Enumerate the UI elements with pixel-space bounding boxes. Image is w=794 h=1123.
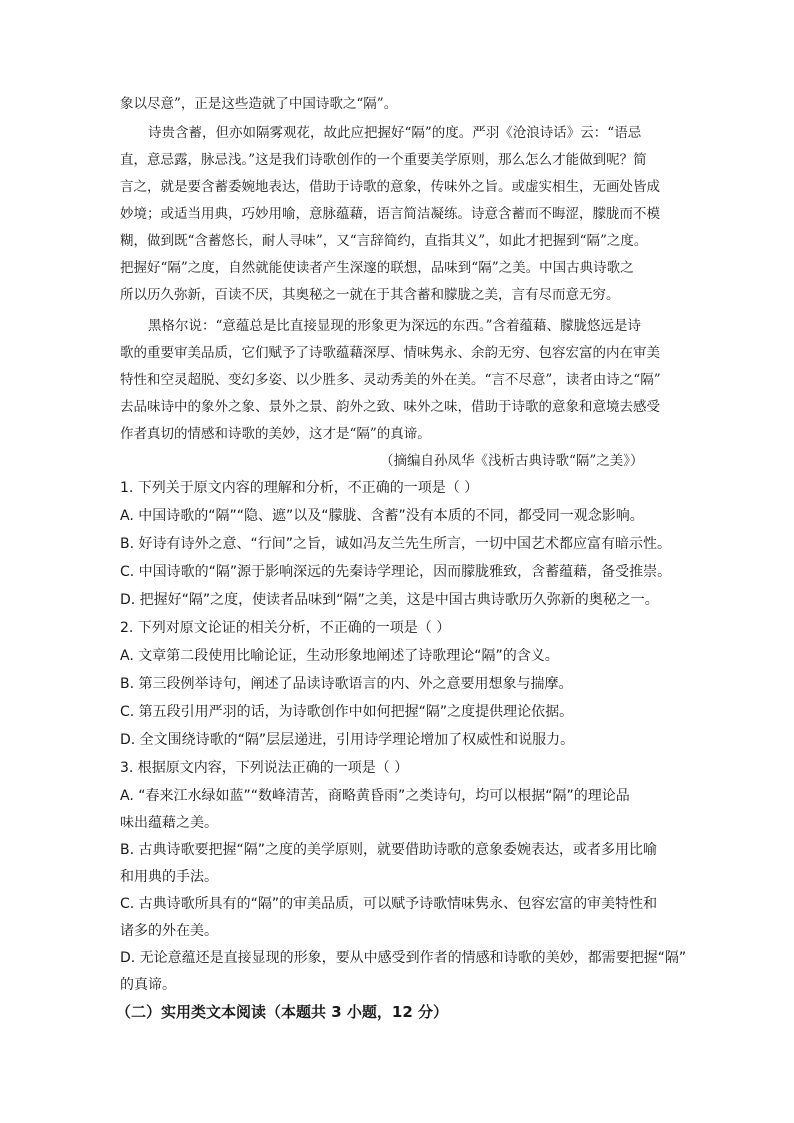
option-d: D. 全文围绕诗歌的“隔”层层递进，引用诗学理论增加了权威性和说服力。: [120, 732, 575, 748]
option-a: A. “春来江水绿如蓝”“数峰清苦，商略黄昏雨”之类诗句，均可以根据“隔”的理论品: [120, 788, 630, 804]
passage-line: 糊，做到既“含蓄悠长，耐人寻味”，又“言辞简约，直指其义”，如此才把握到“隔”之度。: [120, 233, 648, 249]
passage-line: 言之，就是要含蓄委婉地表达，借助于诗歌的意象，传味外之旨。或虚实相生，无画处皆成: [120, 179, 660, 195]
option-a: A. 文章第二段使用比喻论证，生动形象地阐述了诗歌理论“隔”的含义。: [120, 648, 559, 664]
option-d-cont: 的真谛。: [120, 977, 176, 993]
passage-line: 象以尽意”，正是这些造就了中国诗歌之“隔”。: [120, 96, 398, 112]
option-c-cont: 诸多的外在美。: [120, 923, 218, 939]
question-stem: 1. 下列关于原文内容的理解和分析，不正确的一项是（ ）: [120, 480, 479, 496]
question-stem: 2. 下列对原文论证的相关分析，不正确的一项是（ ）: [120, 620, 451, 636]
question-stem: 3. 根据原文内容，下列说法正确的一项是（ ）: [120, 760, 409, 776]
option-b-cont: 和用典的手法。: [120, 869, 218, 885]
passage-line: 直，意忌露，脉忌浅。”这是我们诗歌创作的一个重要美学原则，那么怎么才能做到呢？简: [120, 152, 647, 168]
section-heading: （二）实用类文本阅读（本题共 3 小题，12 分）: [116, 1003, 448, 1021]
option-b: B. 古典诗歌要把握“隔”之度的美学原则，就要借助诗歌的意象委婉表达，或者多用比喻: [120, 842, 658, 858]
passage-line: 去品味诗中的象外之象、景外之景、韵外之致、味外之味，借助于诗歌的意象和意境去感受: [120, 399, 660, 415]
option-d: D. 把握好“隔”之度，使读者品味到“隔”之美，这是中国古典诗歌历久弥新的奥秘之一。: [120, 592, 659, 608]
option-c: C. 中国诗歌的“隔”源于影响深远的先秦诗学理论，因而朦胧雅致，含蓄蕴藉，备受推崇。: [120, 564, 672, 580]
option-b: B. 第三段例举诗句，阐述了品读诗歌语言的内、外之意要用想象与揣摩。: [120, 676, 573, 692]
option-d: D. 无论意蕴还是直接显现的形象，要从中感受到作者的情感和诗歌的美妙，都需要把握“隔”: [120, 950, 687, 966]
passage-line: 作者真切的情感和诗歌的美妙，这才是“隔”的真谛。: [120, 426, 431, 442]
passage-line: 妙境；或适当用典，巧妙用喻，意脉蕴藉，语言简洁凝练。诗意含蓄而不晦涩，朦胧而不模: [120, 206, 660, 222]
passage-line: 所以历久弥新，百读不厌，其奥秘之一就在于其含蓄和朦胧之美，言有尽而意无穷。: [120, 287, 620, 303]
option-a-cont: 味出蕴藉之美。: [120, 815, 218, 831]
option-c: C. 第五段引用严羽的话，为诗歌创作中如何把握“隔”之度提供理论依据。: [120, 704, 574, 720]
passage-line: 诗贵含蓄，但亦如隔雾观花，故此应把握好“隔”的度。严羽《沧浪诗话》云：“语忌: [148, 125, 642, 141]
option-c: C. 古典诗歌所具有的“隔”的审美品质，可以赋予诗歌情味隽永、包容宏富的审美特性和: [120, 896, 658, 912]
passage-line: 特性和空灵超脱、变幻多姿、以少胜多、灵动秀美的外在美。“言不尽意”，读者由诗之“隔”: [120, 372, 661, 388]
option-b: B. 好诗有诗外之意、“行间”之旨，诚如冯友兰先生所言，一切中国艺术都应富有暗示性。: [120, 536, 672, 552]
passage-line: 把握好“隔”之度，自然就能使读者产生深邃的联想，品味到“隔”之美。中国古典诗歌之: [120, 260, 634, 276]
passage-source: （摘编自孙凤华《浅析古典诗歌“隔”之美》）: [380, 453, 644, 469]
option-a: A. 中国诗歌的“隔”“隐、遮”以及“朦胧、含蓄”没有本质的不同，都受同一观念影响。: [120, 508, 644, 524]
passage-line: 黑格尔说：“意蕴总是比直接显现的形象更为深远的东西。”含着蕴藉、朦胧悠远是诗: [148, 318, 642, 334]
passage-line: 歌的重要审美品质，它们赋予了诗歌蕴藉深厚、情味隽永、余韵无穷、包容宏富的内在审美: [120, 345, 660, 361]
